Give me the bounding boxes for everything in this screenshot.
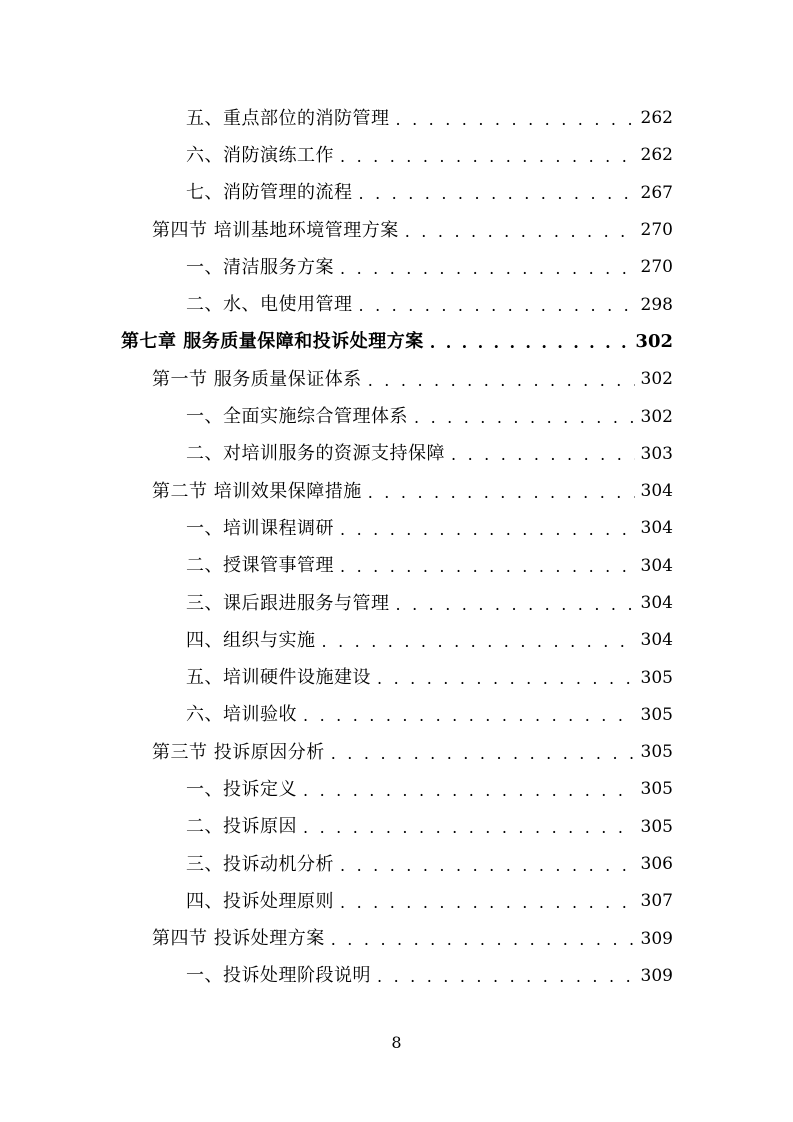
dot-leader: [377, 969, 635, 985]
toc-entry-label: 第七章 服务质量保障和投诉处理方案: [121, 331, 424, 353]
toc-entry[interactable]: [0, 659, 793, 696]
page-number: 8: [391, 1033, 402, 1052]
toc-entry-page: 305: [640, 779, 673, 800]
dot-leader: [303, 820, 635, 836]
toc-entry-label: 第三节 投诉原因分析: [152, 741, 325, 763]
dot-leader: [331, 932, 635, 948]
toc-entry-page: 270: [640, 220, 673, 241]
toc-entry[interactable]: [0, 100, 793, 137]
toc-entry[interactable]: [0, 622, 793, 659]
toc-entry[interactable]: [0, 883, 793, 920]
toc-section-entry[interactable]: [0, 473, 793, 510]
toc-entry-page: 270: [640, 257, 673, 278]
dot-leader: [303, 783, 635, 799]
toc-entry-page: 304: [640, 518, 673, 539]
toc-entry-label: 第一节 服务质量保证体系: [152, 368, 362, 390]
toc-entry-label: 四、组织与实施: [186, 629, 316, 651]
dot-leader: [340, 895, 635, 911]
toc-entry[interactable]: [0, 249, 793, 286]
toc-entry[interactable]: [0, 286, 793, 323]
toc-entry-page: 302: [635, 331, 673, 353]
dot-leader: [340, 559, 635, 575]
toc-entry-page: 309: [640, 965, 673, 986]
toc-entry[interactable]: [0, 958, 793, 995]
toc-entry-page: 305: [640, 704, 673, 725]
toc-entry-label: 一、全面实施综合管理体系: [186, 406, 408, 428]
toc-entry-page: 303: [640, 443, 673, 464]
toc-entry-label: 五、重点部位的消防管理: [186, 107, 390, 129]
toc-entry-page: 304: [640, 630, 673, 651]
dot-leader: [405, 224, 635, 240]
toc-entry-label: 三、投诉动机分析: [186, 853, 334, 875]
dot-leader: [331, 746, 635, 762]
dot-leader: [340, 522, 635, 538]
toc-entry[interactable]: [0, 436, 793, 473]
toc-entry-page: 309: [640, 928, 673, 949]
dot-leader: [303, 708, 635, 724]
toc-section-entry[interactable]: [0, 361, 793, 398]
toc-entry-page: 302: [640, 406, 673, 427]
toc-entry[interactable]: [0, 809, 793, 846]
toc-entry[interactable]: [0, 846, 793, 883]
toc-entry-label: 第四节 培训基地环境管理方案: [152, 219, 399, 241]
toc-entry-page: 302: [640, 369, 673, 390]
toc-entry-page: 267: [640, 182, 673, 203]
dot-leader: [414, 410, 635, 426]
toc-entry[interactable]: [0, 137, 793, 174]
toc-entry-label: 二、投诉原因: [186, 816, 297, 838]
toc-entry-page: 306: [640, 854, 673, 875]
toc-entry-label: 一、投诉处理阶段说明: [186, 965, 371, 987]
dot-leader: [340, 149, 635, 165]
toc-entry-page: 305: [640, 667, 673, 688]
toc-entry-label: 第二节 培训效果保障措施: [152, 480, 362, 502]
toc-entry-label: 一、培训课程调研: [186, 517, 334, 539]
toc-entry-page: 304: [640, 593, 673, 613]
toc-section-entry[interactable]: [0, 212, 793, 249]
dot-leader: [396, 597, 635, 613]
toc-entry-page: 304: [640, 481, 673, 502]
toc-entry-label: 第四节 投诉处理方案: [152, 928, 325, 950]
toc-entry-label: 三、课后跟进服务与管理: [186, 592, 390, 614]
toc-entry[interactable]: [0, 585, 793, 622]
toc-entry[interactable]: [0, 398, 793, 435]
toc-entry-label: 二、授课管事管理: [186, 555, 334, 577]
dot-leader: [430, 335, 630, 351]
toc-entry[interactable]: [0, 510, 793, 547]
toc-entry-page: 305: [640, 816, 673, 837]
toc-entry[interactable]: [0, 175, 793, 212]
dot-leader: [322, 634, 635, 650]
toc-entry-page: 298: [640, 294, 673, 315]
toc-entry-page: 307: [640, 891, 673, 912]
toc-section-entry[interactable]: [0, 734, 793, 771]
toc-entry-label: 一、清洁服务方案: [186, 256, 334, 278]
toc-entry-label: 二、对培训服务的资源支持保障: [186, 443, 445, 465]
toc-entry-page: 304: [640, 555, 673, 576]
toc-entry-label: 五、培训硬件设施建设: [186, 667, 371, 689]
toc-entry[interactable]: [0, 771, 793, 808]
toc-entry-label: 二、水、电使用管理: [186, 294, 353, 316]
toc-entry-label: 六、消防演练工作: [186, 144, 334, 166]
toc-entry-page: 262: [640, 108, 673, 129]
dot-leader: [359, 298, 635, 314]
dot-leader: [340, 261, 635, 277]
dot-leader: [368, 485, 635, 501]
toc-entry-label: 七、消防管理的流程: [186, 182, 353, 204]
toc-section-entry[interactable]: [0, 921, 793, 958]
toc-entry[interactable]: [0, 548, 793, 585]
toc-entry-label: 六、培训验收: [186, 704, 297, 726]
toc-entry-page: 305: [640, 742, 673, 763]
toc-entry-page: 262: [640, 145, 673, 166]
dot-leader: [396, 112, 635, 128]
toc-entry-label: 一、投诉定义: [186, 778, 297, 800]
toc-entry-label: 四、投诉处理原则: [186, 890, 334, 912]
dot-leader: [340, 858, 635, 874]
toc-chapter-entry[interactable]: [0, 324, 793, 361]
dot-leader: [359, 186, 635, 202]
table-of-contents: [0, 100, 793, 995]
dot-leader: [451, 447, 635, 463]
dot-leader: [368, 373, 635, 389]
toc-entry[interactable]: [0, 697, 793, 734]
dot-leader: [377, 671, 635, 687]
